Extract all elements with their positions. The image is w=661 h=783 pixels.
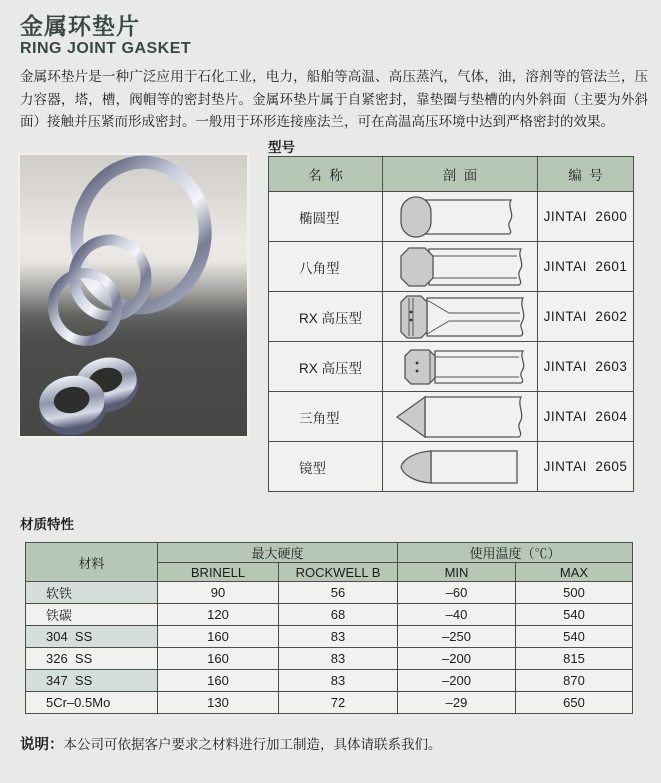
table-row: [26, 692, 633, 714]
page-subtitle: RING JOINT GASKET: [20, 40, 192, 57]
col-header-code: 编 号: [538, 157, 634, 192]
page-title: 金属环垫片: [20, 13, 140, 39]
min-temp-value: –29: [398, 692, 516, 714]
col-header-material: 材料: [26, 543, 158, 582]
table-row: [269, 392, 634, 442]
gasket-name: RX 高压型: [269, 292, 383, 342]
table-row: [26, 626, 633, 648]
rx-section-drawing: [385, 294, 535, 340]
table-row: [269, 342, 634, 392]
brinell-value: 90: [158, 582, 279, 604]
oval-section-drawing: [385, 194, 535, 240]
gasket-name: 镜型: [269, 442, 383, 492]
rockwell-value: 68: [279, 604, 398, 626]
table-row: [26, 582, 633, 604]
min-temp-value: –60: [398, 582, 516, 604]
material-name: 347 SS: [26, 670, 158, 692]
gasket-name: RX 高压型: [269, 342, 383, 392]
col-header-min: MIN: [398, 563, 516, 582]
note: [20, 733, 442, 754]
model-table-header-row: [269, 157, 634, 192]
col-header-max: MAX: [516, 563, 633, 582]
note-text: 本公司可依据客户要求之材料进行加工制造，具体请联系我们。: [63, 737, 442, 752]
gasket-name: 八角型: [269, 242, 383, 292]
gasket-name: 椭圆型: [269, 192, 383, 242]
gasket-code: JINTAI 2602: [538, 292, 634, 342]
min-temp-value: –40: [398, 604, 516, 626]
rockwell-value: 83: [279, 670, 398, 692]
product-description: 金属环垫片是一种广泛应用于石化工业，电力，船舶等高温、高压蒸汽，气体，油，溶剂等的管法兰，压力容器，塔，槽，阀帽等的密封垫片。金属环垫片属于自紧密封，靠垫圈与垫槽的内外斜面（主要为外斜面）接触并压紧而形成密封。一般用于环形连接座法兰，可在高温高压环境中达到严格密封的效果。: [20, 69, 648, 129]
material-name: 铁碳: [26, 604, 158, 626]
brinell-value: 160: [158, 670, 279, 692]
max-temp-value: 650: [516, 692, 633, 714]
gasket-code: JINTAI 2600: [538, 192, 634, 242]
col-group-temperature: 使用温度（℃）: [398, 543, 633, 563]
table-row: [269, 242, 634, 292]
material-table: [25, 542, 633, 714]
gasket-name: 三角型: [269, 392, 383, 442]
note-label: 说明：: [20, 737, 64, 753]
rockwell-value: 83: [279, 626, 398, 648]
material-name: 5Cr–0.5Mo: [26, 692, 158, 714]
col-group-hardness: 最大硬度: [158, 543, 398, 563]
rockwell-value: 72: [279, 692, 398, 714]
material-table-header-row: [26, 543, 633, 563]
gasket-code: JINTAI 2603: [538, 342, 634, 392]
triangle-section-drawing: [385, 394, 535, 440]
max-temp-value: 870: [516, 670, 633, 692]
lens-section-drawing: [385, 444, 535, 490]
rockwell-value: 83: [279, 648, 398, 670]
gasket-code: JINTAI 2604: [538, 392, 634, 442]
col-header-rockwell: ROCKWELL B: [279, 563, 398, 582]
table-row: [26, 648, 633, 670]
gasket-code: JINTAI 2601: [538, 242, 634, 292]
ring-gaskets-illustration: [20, 155, 247, 436]
col-header-name: 名 称: [269, 157, 383, 192]
min-temp-value: –200: [398, 648, 516, 670]
brinell-value: 160: [158, 626, 279, 648]
model-table: [268, 156, 634, 492]
table-row: [269, 192, 634, 242]
octagon-section-drawing: [385, 244, 535, 290]
material-name: 304 SS: [26, 626, 158, 648]
max-temp-value: 540: [516, 604, 633, 626]
material-name: 软铁: [26, 582, 158, 604]
table-row: [26, 670, 633, 692]
brinell-value: 130: [158, 692, 279, 714]
max-temp-value: 540: [516, 626, 633, 648]
table-row: [269, 442, 634, 492]
model-section-label: 型号: [268, 140, 295, 155]
product-photo: [20, 155, 247, 436]
max-temp-value: 815: [516, 648, 633, 670]
max-temp-value: 500: [516, 582, 633, 604]
min-temp-value: –250: [398, 626, 516, 648]
rockwell-value: 56: [279, 582, 398, 604]
brinell-value: 120: [158, 604, 279, 626]
material-name: 326 SS: [26, 648, 158, 670]
min-temp-value: –200: [398, 670, 516, 692]
rx-section-drawing: [385, 344, 535, 390]
col-header-brinell: BRINELL: [158, 563, 279, 582]
gasket-code: JINTAI 2605: [538, 442, 634, 492]
material-section-label: 材质特性: [20, 517, 74, 532]
col-header-section: 剖 面: [383, 157, 538, 192]
table-row: [26, 604, 633, 626]
table-row: [269, 292, 634, 342]
brinell-value: 160: [158, 648, 279, 670]
